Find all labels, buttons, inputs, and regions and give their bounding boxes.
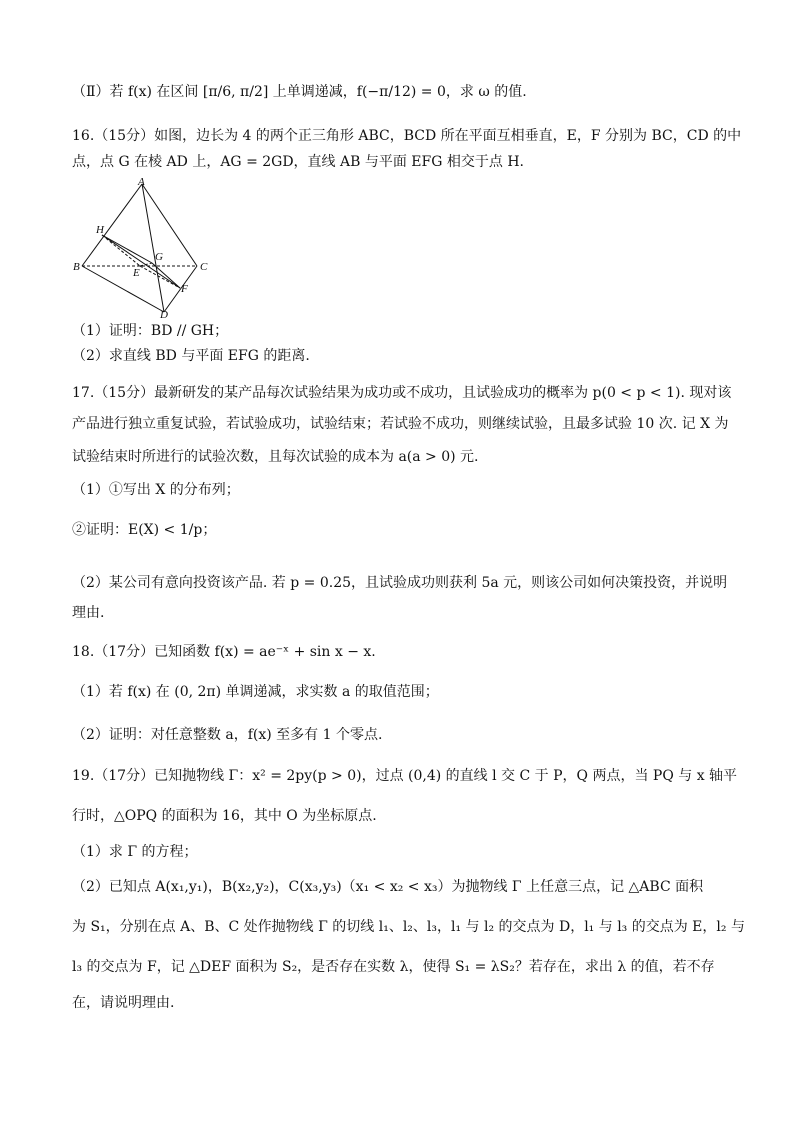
- problem-17-part-2-line-2: 理由.: [72, 605, 105, 621]
- tetrahedron-figure: [72, 178, 212, 318]
- problem-19-part-1: （1）求 Γ 的方程；: [72, 844, 198, 860]
- label-h: H: [96, 224, 104, 236]
- edge-ad: [142, 184, 164, 312]
- problem-19-stem-line-1: 19.（17分）已知抛物线 Γ：x² = 2py(p > 0)，过点 (0,4) 的直线 l 交 C 于 P，Q 两点，当 PQ 与 x 轴平: [72, 768, 738, 784]
- problem-17-stem-line-2: 产品进行独立重复试验，若试验成功，试验结束；若试验不成功，则继续试验，且最多试验 10 次. 记 X 为: [72, 416, 729, 432]
- segment-he-hidden: [102, 235, 140, 266]
- segment-hf: [102, 235, 180, 288]
- segment-eg-hidden: [140, 263, 152, 266]
- label-e: E: [133, 267, 140, 279]
- label-b: B: [73, 261, 80, 273]
- problem-16-part-1: （1）证明：BD // GH；: [72, 323, 229, 339]
- problem-19-part-2-line-3: l₃ 的交点为 F，记 △DEF 面积为 S₂，是否存在实数 λ，使得 S₁ = λS₂？若存在，求出 λ 的值，若不存: [72, 959, 715, 975]
- problem-19-part-2-line-4: 在，请说明理由.: [72, 995, 175, 1011]
- problem-18-part-1: （1）若 f(x) 在 (0, 2π) 单调递减，求实数 a 的取值范围；: [72, 684, 439, 700]
- segment-gf: [152, 263, 180, 288]
- segment-ef-hidden: [140, 266, 180, 288]
- problem-17-stem-line-1: 17.（15分）最新研发的某产品每次试验结果为成功或不成功，且试验成功的概率为 p(0 < p < 1). 现对该: [72, 385, 732, 401]
- edge-bd: [82, 266, 164, 312]
- problem-19-stem-line-2: 行时，△OPQ 的面积为 16，其中 O 为坐标原点.: [72, 808, 377, 824]
- problem-17-part-1-b: ②证明：E(X) < 1/p；: [72, 522, 217, 538]
- problem-17-part-1-a: （1）①写出 X 的分布列；: [72, 482, 240, 498]
- label-a: A: [138, 178, 145, 188]
- problem-19-part-2-line-2: 为 S₁，分别在点 A、B、C 处作抛物线 Γ 的切线 l₁、l₂、l₃，l₁ 与 l₂ 的交点为 D，l₁ 与 l₃ 的交点为 E，l₂ 与: [72, 919, 745, 935]
- edge-ab: [82, 184, 142, 266]
- problem-18-part-2: （2）证明：对任意整数 a，f(x) 至多有 1 个零点.: [72, 727, 383, 743]
- problem-17-stem-line-3: 试验结束时所进行的试验次数，且每次试验的成本为 a(a > 0) 元.: [72, 449, 479, 465]
- label-c: C: [200, 261, 208, 273]
- problem-16-part-2: （2）求直线 BD 与平面 EFG 的距离.: [72, 348, 310, 364]
- problem-17-part-2-line-1: （2）某公司有意向投资该产品. 若 p = 0.25，且试验成功则获利 5a 元，则该公司如何决策投资，并说明: [72, 575, 728, 591]
- segment-hg: [102, 235, 152, 263]
- label-f: F: [181, 283, 188, 295]
- problem-18-stem: 18.（17分）已知函数 f(x) = ae⁻ˣ + sin x − x.: [72, 644, 376, 660]
- edge-ac: [142, 184, 197, 266]
- problem-16-stem-line-2: 点，点 G 在棱 AD 上，AG = 2GD，直线 AB 与平面 EFG 相交于点 H.: [72, 154, 524, 170]
- problem-19-part-2-line-1: （2）已知点 A(x₁,y₁)，B(x₂,y₂)，C(x₃,y₃)（x₁ < x₂ < x₃）为抛物线 Γ 上任意三点，记 △ABC 面积: [72, 879, 704, 895]
- problem-15-part-2: （Ⅱ）若 f(x) 在区间 [π/6, π/2] 上单调递减，f(−π/12) = 0，求 ω 的值.: [72, 84, 527, 100]
- label-d: D: [160, 309, 168, 318]
- label-g: G: [155, 251, 163, 263]
- problem-16-stem-line-1: 16.（15分）如图，边长为 4 的两个正三角形 ABC，BCD 所在平面互相垂直，E，F 分别为 BC，CD 的中: [72, 128, 742, 144]
